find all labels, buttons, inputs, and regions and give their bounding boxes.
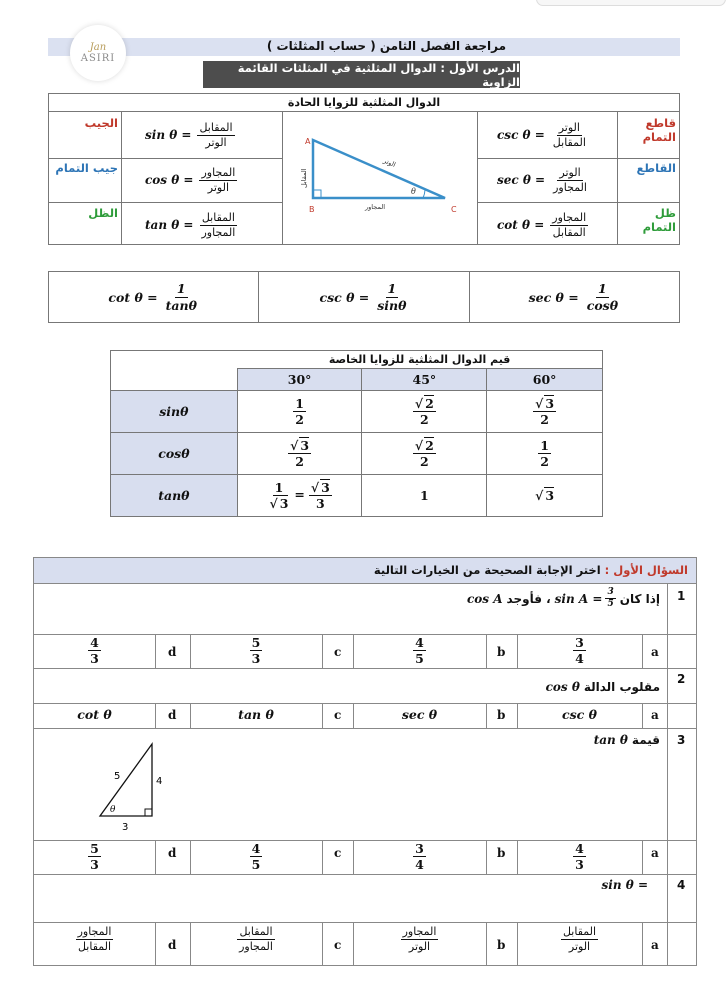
denominator: المقابل [77,939,112,953]
option-fraction [88,636,101,665]
special-table-title: قيم الدوال المثلثية للزوايا الخاصة [237,351,602,369]
option-fraction [561,926,598,952]
cos-30 [237,433,362,475]
identity-fraction [585,282,620,311]
numerator: 1 [295,395,304,411]
tan-45: 1 [362,475,487,517]
ratio-fraction [199,212,237,238]
logo-signature: Jan [89,42,107,53]
numerator: المجاور [201,165,236,179]
question-heading-accent: السؤال الأول : [604,563,688,577]
denominator: الوتر [205,135,227,149]
option-fraction [250,842,263,871]
value-fraction [267,481,290,510]
option-divider [155,922,156,966]
denominator: الوتر [568,939,591,953]
q3-option-b[interactable] [353,842,486,871]
numerator: √ 2 [414,437,434,453]
denominator: 2 [295,454,304,469]
fn-name: csc θ = [497,128,545,142]
question-2-text [546,680,660,694]
top-card-edge [536,0,726,6]
numerator: المقابل [199,120,233,134]
denominator: الوتر [207,180,230,194]
label-cosecant: قاطع التمام [642,116,676,144]
ratio-table-heading: الدوال المثلثية للزوايا الحادة [49,94,679,112]
formula-sin [145,116,235,154]
question-3-number: 3 [677,733,686,747]
numerator: 3 [605,588,615,599]
divider [477,202,679,203]
formula-csc [497,116,588,154]
divider [121,112,122,245]
q1-given-fraction [605,588,615,610]
option-divider [322,703,323,728]
option-divider [155,840,156,874]
q2-target: cos θ [545,680,580,694]
radicand: 3 [321,479,330,495]
denominator: 2 [295,412,304,427]
option-fraction [88,842,101,871]
option-divider [322,634,323,668]
formula-tan [145,206,237,244]
divider [49,158,282,159]
numerator: 1 [387,281,397,297]
denominator: 3 [251,651,261,667]
option-divider [642,634,643,668]
q1-letter-d: d [168,645,177,659]
option-divider [486,922,487,966]
q2-prefix: مقلوب الدالة [583,680,660,694]
fn-name: sin θ = [145,128,192,142]
denominator: 2 [420,454,429,469]
option-divider [642,840,643,874]
numerator: 1 [176,281,186,297]
numerator: 4 [575,841,584,856]
radicand: 3 [279,496,289,511]
q2-letter-c: c [334,708,342,722]
numerator: المجاور [77,925,112,938]
angle-60-header: 60° [487,369,603,391]
sin-60 [487,391,603,433]
reciprocal-identities [48,271,680,323]
q1-given [555,588,616,610]
q1-target: cos A [466,591,503,606]
q2-option-b[interactable]: sec θ [401,707,438,722]
sin-30 [237,391,362,433]
radicand: 2 [425,395,434,411]
option-divider [322,840,323,874]
q4-letter-d: d [168,938,177,952]
option-divider [155,703,156,728]
identity-sec [469,272,679,322]
option-divider [486,634,487,668]
number-column-divider [667,584,668,966]
logo-brand: ASIRI [80,53,116,64]
denominator: 2 [540,412,549,427]
row-divider [33,840,697,841]
q2-letter-b: b [497,708,506,722]
q1-prefix: إذا كان [619,591,660,606]
fn-name: csc θ = [319,289,370,305]
q4-letter-c: c [334,938,342,952]
q4-option-a[interactable] [517,926,642,952]
question-heading-text: اختر الإجابة الصحيحة من الخيارات التالية [373,563,605,577]
divider [617,112,618,245]
numerator: المجاور [402,925,437,938]
formula-cot [497,206,588,244]
numerator: √ 3 [310,479,330,495]
cos-60 [487,433,603,475]
q4-option-c[interactable] [190,926,322,952]
q3-letter-a: a [651,846,659,860]
q3-base-label: 3 [122,822,129,833]
radicand: 3 [545,488,555,503]
fn-name: sec θ = [528,289,579,305]
option-fraction [413,842,426,871]
page-title: مراجعة الفصل الثامن ( حساب المثلثات ) [266,39,506,53]
q3-letter-c: c [334,846,342,860]
q4-letter-b: b [497,938,506,952]
q3-theta-label: θ [110,805,116,815]
q2-letter-d: d [168,708,177,722]
numerator: المقابل [201,210,235,224]
cos-45 [362,433,487,475]
ratio-fraction [197,122,234,148]
q3-triangle-diagram [90,738,170,838]
q3-right-angle-mark [145,809,152,816]
corner-cell [111,369,238,391]
angle-45-header: 45° [362,369,487,391]
question-heading [374,563,688,577]
denominator: المجاور [201,225,236,239]
numerator: الوتر [559,165,581,179]
denominator: 2 [420,412,429,427]
divider [49,202,282,203]
question-4-text: sin θ = [601,878,648,892]
lesson-title: الدرس الأول : الدوال المثلثية في المثلثات القائمة الزاوية [237,60,520,89]
denominator: المقابل [552,225,586,239]
theta-label: θ [411,187,416,196]
row-divider [33,728,697,729]
triangle-shape [313,140,445,198]
tan-30 [237,475,362,517]
numerator: 1 [274,479,284,495]
row-divider [33,703,697,704]
corner-cell [111,351,238,369]
denominator: المجاور [553,180,587,194]
row-tan: tanθ [111,475,238,517]
fn-name: cos θ = [145,173,194,187]
ratio-fraction [551,167,589,193]
divider [477,158,679,159]
radicand: 2 [425,437,434,453]
opposite-side-label: المقابل [300,168,308,188]
ratio-definitions-table [48,93,680,245]
q4-option-d[interactable] [34,926,155,952]
value-fraction [533,397,556,426]
denominator: 5 [251,857,261,873]
q1-letter-a: a [651,645,659,659]
q3-option-d[interactable] [34,842,155,871]
divider [282,112,283,245]
option-fraction [237,926,275,952]
q1-option-a[interactable] [517,636,642,665]
divider [477,112,478,245]
numerator: 5 [251,635,261,650]
fn-name: cot θ = [497,218,545,232]
numerator: المقابل [239,925,273,938]
numerator: المقابل [562,925,597,938]
q1-option-d[interactable] [34,636,155,665]
fn-name: sec θ = [497,173,546,187]
denominator: cosθ [586,297,619,313]
numerator: الوتر [558,120,580,134]
denominator: 4 [415,857,424,873]
numerator: 3 [415,841,424,856]
denominator: sinθ [377,297,407,313]
row-divider [33,874,697,875]
ratio-fraction [199,167,237,193]
numerator: 1 [540,437,549,453]
denominator: 3 [90,651,99,667]
q3-target: tan θ [593,733,628,747]
q2-letter-a: a [651,708,659,722]
question-2-number: 2 [677,672,686,686]
value-fraction [538,439,551,468]
q3-option-c[interactable] [190,842,322,871]
q4-letter-a: a [651,938,659,952]
fn-name: cot θ = [108,289,158,305]
row-sin: sinθ [111,391,238,433]
denominator: √ 3 [269,496,289,511]
q1-suffix: ، فأوجد [506,591,551,606]
adjacent-side-label: المجاور [365,203,385,211]
row-cos: cosθ [111,433,238,475]
q4-option-b[interactable] [353,926,486,952]
vertex-a: A [305,137,311,146]
option-fraction [573,636,586,665]
question-1-number: 1 [677,589,686,603]
denominator: 5 [607,599,614,610]
label-cosine: جيب التمام [55,161,118,175]
option-fraction [401,926,439,952]
numerator: √ 3 [535,395,555,411]
value-fraction [413,439,436,468]
numerator: 4 [415,635,424,650]
q2-option-c[interactable]: tan θ [238,707,274,722]
option-fraction [413,636,426,665]
denominator: 3 [575,857,584,873]
label-sine: الجيب [84,116,118,130]
numerator: المجاور [552,210,587,224]
value-fraction [413,397,436,426]
q1-given-fn: sin A = [554,591,603,606]
fn-name: tan θ = [145,218,194,232]
ratio-fraction [551,122,588,148]
option-fraction [250,636,263,665]
denominator: المجاور [239,939,273,953]
numerator: 4 [90,635,99,650]
denominator: 5 [415,651,424,667]
denominator: 4 [575,651,584,667]
hypotenuse-label: الوتر [382,156,397,169]
option-fraction [76,926,114,952]
row-divider [33,668,697,669]
numerator: 3 [575,635,584,650]
q3-option-a[interactable] [517,842,642,871]
vertex-c: C [451,205,457,214]
value-fraction [309,481,332,510]
q3-letter-b: b [497,846,506,860]
q3-hyp-label: 5 [114,771,121,782]
option-divider [486,840,487,874]
q1-letter-b: b [497,645,506,659]
label-tangent: الظل [88,206,118,220]
q1-letter-c: c [334,645,342,659]
value-fraction [288,439,311,468]
identity-cot [49,272,258,322]
q2-option-a[interactable]: csc θ [562,707,597,722]
option-divider [155,634,156,668]
radicand: 3 [300,437,310,453]
sin-45 [362,391,487,433]
value-fraction [293,397,306,426]
identity-fraction [375,282,408,311]
q1-option-c[interactable] [190,636,322,665]
denominator: 2 [540,454,549,469]
formula-cos [145,161,237,199]
denominator: 3 [90,857,99,873]
ratio-fraction [550,212,588,238]
numerator: 1 [598,281,607,297]
q2-option-d[interactable]: cot θ [77,707,112,722]
asiri-logo [70,25,126,81]
lesson-banner [203,61,520,88]
row-divider [33,634,697,635]
denominator: الوتر [408,939,431,953]
radicand: 3 [545,395,555,411]
numerator: 5 [90,841,99,856]
q3-letter-d: d [168,846,177,860]
formula-sec [497,161,589,199]
special-angles-table [110,350,603,517]
q3-prefix: قيمة [631,733,660,747]
q3-vertical-label: 4 [156,776,163,787]
q3-triangle-shape [100,744,152,816]
identity-fraction [164,282,199,311]
question-1-text [467,588,660,610]
row-divider [33,922,697,923]
label-secant: القاطع [636,161,676,175]
identity-csc [258,272,468,322]
vertex-b: B [309,205,315,214]
angle-30-header: 30° [237,369,362,391]
equals-sign: = [294,487,305,502]
option-divider [322,922,323,966]
option-fraction [573,842,586,871]
option-divider [642,703,643,728]
q1-option-b[interactable] [353,636,486,665]
numerator: √ 2 [414,395,434,411]
label-cotangent: ظل التمام [642,206,676,234]
question-3-text [594,733,660,747]
denominator: tanθ [165,297,197,313]
denominator: 3 [315,496,325,511]
right-triangle-diagram [285,114,475,224]
tan-60: √ 3 [487,475,603,517]
option-divider [486,703,487,728]
numerator: √ 3 [290,437,310,453]
denominator: المقابل [552,135,586,149]
question-4-number: 4 [677,878,686,892]
option-divider [642,922,643,966]
numerator: 4 [251,841,261,856]
